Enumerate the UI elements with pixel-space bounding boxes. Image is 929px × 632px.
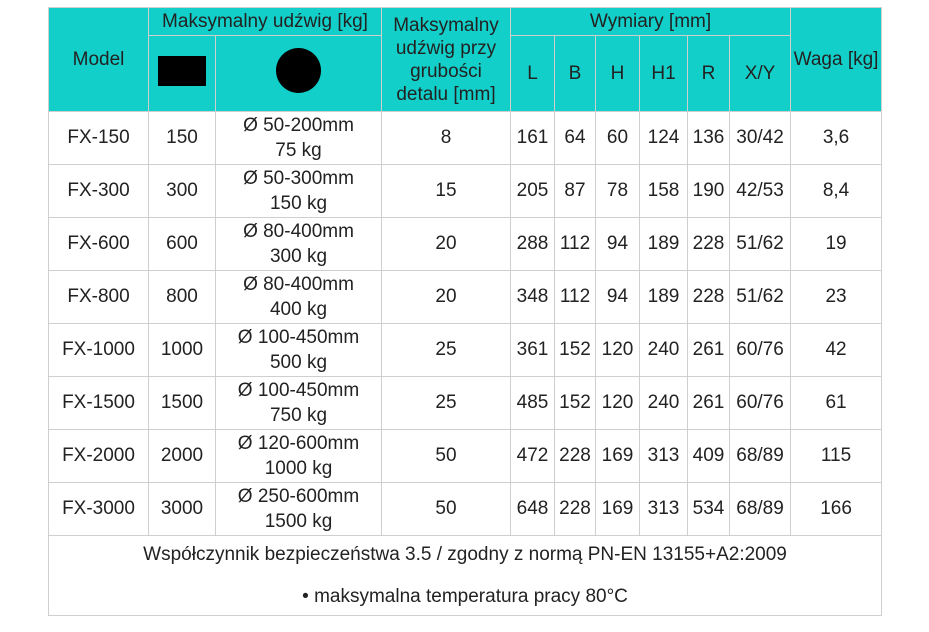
round-weight: 1000 kg	[264, 458, 333, 479]
round-range: Ø 100-450mm	[237, 380, 360, 401]
round-range: Ø 80-400mm	[243, 274, 354, 295]
dim-L-cell: 161	[511, 112, 555, 165]
dim-L-cell: 361	[511, 324, 555, 377]
dim-L-cell: 485	[511, 377, 555, 430]
dim-B-cell: 112	[555, 271, 596, 324]
dim-XY-cell: 60/76	[730, 377, 791, 430]
header-flat-shape	[149, 36, 216, 112]
dim-H-cell: 120	[596, 324, 640, 377]
dim-XY-cell: 51/62	[730, 271, 791, 324]
dim-R-cell: 261	[688, 324, 730, 377]
round-range: Ø 120-600mm	[237, 433, 360, 454]
header-dim-L: L	[511, 36, 555, 112]
header-dim-H: H	[596, 36, 640, 112]
dim-B-cell: 228	[555, 483, 596, 536]
table-row	[49, 218, 882, 271]
specification-table	[48, 7, 882, 616]
dim-XY-cell: 42/53	[730, 165, 791, 218]
dim-H1-cell: 240	[640, 324, 688, 377]
footer-notes	[49, 536, 882, 616]
dim-B-cell: 228	[555, 430, 596, 483]
dim-XY-cell: 68/89	[730, 430, 791, 483]
table-row	[49, 165, 882, 218]
dim-H1-cell: 158	[640, 165, 688, 218]
dim-H-cell: 94	[596, 218, 640, 271]
model-cell: FX-600	[49, 218, 149, 271]
round-weight: 150 kg	[269, 193, 328, 214]
round-weight: 400 kg	[269, 299, 328, 320]
dim-L-cell: 648	[511, 483, 555, 536]
dim-B-cell: 64	[555, 112, 596, 165]
header-weight: Waga [kg]	[791, 8, 882, 112]
weight-cell: 115	[791, 430, 882, 483]
round-weight: 750 kg	[269, 405, 328, 426]
dim-XY-cell: 51/62	[730, 218, 791, 271]
header-capacity: Maksymalny udźwig [kg]	[149, 8, 382, 36]
flat-capacity-cell: 800	[149, 271, 216, 324]
dim-R-cell: 409	[688, 430, 730, 483]
dim-B-cell: 152	[555, 377, 596, 430]
model-cell: FX-300	[49, 165, 149, 218]
dim-R-cell: 228	[688, 271, 730, 324]
thickness-capacity-cell: 20	[382, 271, 511, 324]
table-body	[49, 112, 882, 616]
dim-XY-cell: 30/42	[730, 112, 791, 165]
round-capacity-cell	[216, 112, 382, 165]
weight-cell: 166	[791, 483, 882, 536]
dim-B-cell: 87	[555, 165, 596, 218]
thickness-capacity-cell: 25	[382, 377, 511, 430]
thickness-capacity-cell: 8	[382, 112, 511, 165]
dim-L-cell: 205	[511, 165, 555, 218]
model-cell: FX-2000	[49, 430, 149, 483]
round-bar-icon	[276, 48, 321, 93]
flat-capacity-cell: 1500	[149, 377, 216, 430]
dim-H1-cell: 313	[640, 483, 688, 536]
dim-H1-cell: 313	[640, 430, 688, 483]
footer-row	[49, 536, 882, 616]
round-weight: 1500 kg	[264, 511, 333, 532]
round-range: Ø 80-400mm	[243, 221, 354, 242]
dim-H-cell: 60	[596, 112, 640, 165]
dim-R-cell: 261	[688, 377, 730, 430]
model-cell: FX-800	[49, 271, 149, 324]
weight-cell: 42	[791, 324, 882, 377]
round-capacity-cell	[216, 271, 382, 324]
dim-H1-cell: 189	[640, 271, 688, 324]
thickness-capacity-cell: 20	[382, 218, 511, 271]
table-row	[49, 324, 882, 377]
dim-R-cell: 136	[688, 112, 730, 165]
table-row	[49, 430, 882, 483]
flat-capacity-cell: 150	[149, 112, 216, 165]
flat-capacity-cell: 300	[149, 165, 216, 218]
flat-capacity-cell: 1000	[149, 324, 216, 377]
round-capacity-cell	[216, 483, 382, 536]
table-row	[49, 483, 882, 536]
model-cell: FX-3000	[49, 483, 149, 536]
dim-L-cell: 348	[511, 271, 555, 324]
flat-plate-icon	[158, 56, 206, 86]
flat-capacity-cell: 2000	[149, 430, 216, 483]
temperature-note: • maksymalna temperatura pracy 80°C	[302, 585, 628, 607]
round-capacity-cell	[216, 430, 382, 483]
flat-capacity-cell: 3000	[149, 483, 216, 536]
dim-L-cell: 472	[511, 430, 555, 483]
header-model: Model	[49, 8, 149, 112]
round-range: Ø 50-200mm	[243, 115, 354, 136]
model-cell: FX-150	[49, 112, 149, 165]
dim-B-cell: 112	[555, 218, 596, 271]
dim-R-cell: 190	[688, 165, 730, 218]
dim-R-cell: 534	[688, 483, 730, 536]
round-capacity-cell	[216, 377, 382, 430]
dim-H1-cell: 189	[640, 218, 688, 271]
table-header	[49, 8, 882, 112]
dim-L-cell: 288	[511, 218, 555, 271]
thickness-capacity-cell: 15	[382, 165, 511, 218]
round-capacity-cell	[216, 165, 382, 218]
dim-H1-cell: 124	[640, 112, 688, 165]
dim-B-cell: 152	[555, 324, 596, 377]
dim-R-cell: 228	[688, 218, 730, 271]
round-weight: 500 kg	[269, 352, 328, 373]
weight-cell: 8,4	[791, 165, 882, 218]
dim-XY-cell: 60/76	[730, 324, 791, 377]
dim-H-cell: 94	[596, 271, 640, 324]
round-capacity-cell	[216, 218, 382, 271]
dim-H-cell: 169	[596, 430, 640, 483]
round-range: Ø 50-300mm	[243, 168, 354, 189]
dim-H-cell: 78	[596, 165, 640, 218]
thickness-capacity-cell: 50	[382, 483, 511, 536]
header-dim-XY: X/Y	[730, 36, 791, 112]
thickness-capacity-cell: 25	[382, 324, 511, 377]
header-dim-R: R	[688, 36, 730, 112]
dim-H-cell: 120	[596, 377, 640, 430]
table-row	[49, 112, 882, 165]
dim-H-cell: 169	[596, 483, 640, 536]
weight-cell: 19	[791, 218, 882, 271]
weight-cell: 23	[791, 271, 882, 324]
weight-cell: 3,6	[791, 112, 882, 165]
round-range: Ø 250-600mm	[237, 486, 360, 507]
header-dim-B: B	[555, 36, 596, 112]
round-weight: 75 kg	[275, 140, 322, 161]
round-capacity-cell	[216, 324, 382, 377]
table-row	[49, 271, 882, 324]
safety-note: Współczynnik bezpieczeństwa 3.5 / zgodny z normą PN-EN 13155+A2:2009	[143, 543, 787, 565]
weight-cell: 61	[791, 377, 882, 430]
thickness-capacity-cell: 50	[382, 430, 511, 483]
flat-capacity-cell: 600	[149, 218, 216, 271]
round-range: Ø 100-450mm	[237, 327, 360, 348]
table-row	[49, 377, 882, 430]
header-round-shape	[216, 36, 382, 112]
round-weight: 300 kg	[269, 246, 328, 267]
header-thickness: Maksymalny udźwig przy grubości detalu [mm]	[382, 8, 511, 112]
dim-XY-cell: 68/89	[730, 483, 791, 536]
header-dim-H1: H1	[640, 36, 688, 112]
model-cell: FX-1500	[49, 377, 149, 430]
header-dimensions: Wymiary [mm]	[511, 8, 791, 36]
model-cell: FX-1000	[49, 324, 149, 377]
dim-H1-cell: 240	[640, 377, 688, 430]
